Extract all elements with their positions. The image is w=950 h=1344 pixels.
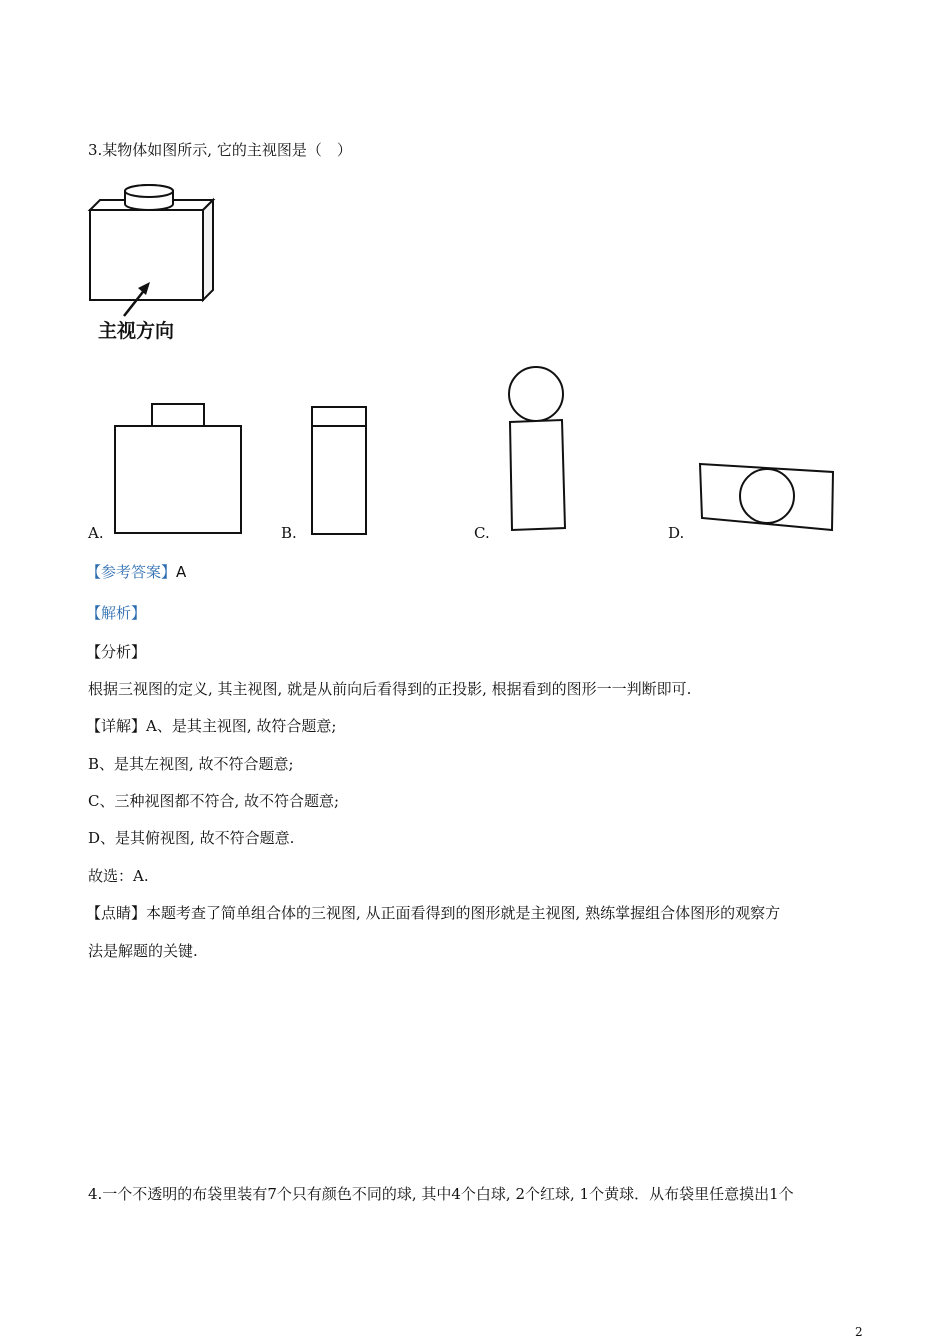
view-direction-label: 主视方向: [98, 320, 175, 342]
fenxi-text: 根据三视图的定义, 其主视图, 就是从前向后看得到的正投影, 根据看到的图形一一判断即可.: [88, 680, 692, 698]
option-d-figure: [696, 460, 838, 536]
answer-value: A: [176, 563, 187, 581]
dianjing-line-2: 法是解题的关键.: [88, 942, 198, 960]
option-b-figure: [308, 404, 370, 536]
answer-line: [86, 562, 186, 582]
question-3-stem: 3.某物体如图所示, 它的主视图是（ ）: [88, 141, 352, 159]
fenxi-tag: 【分析】: [86, 643, 147, 661]
option-d-label: D.: [668, 524, 685, 542]
analysis-tag: 【解析】: [86, 604, 147, 622]
detail-line-1: 【详解】A、是其主视图, 故符合题意;: [86, 717, 337, 735]
choice-line: 故选：A.: [88, 867, 149, 885]
answer-tag: 【参考答案】: [86, 563, 177, 581]
detail-line-3: C、三种视图都不符合, 故不符合题意;: [88, 792, 340, 810]
option-c-figure: [505, 364, 575, 534]
option-c-label: C.: [474, 524, 490, 542]
option-a-figure: [110, 402, 245, 537]
detail-line-2: B、是其左视图, 故不符合题意;: [88, 755, 294, 773]
option-b-label: B.: [281, 524, 297, 542]
dianjing-line-1: 【点睛】本题考查了简单组合体的三视图, 从正面看得到的图形就是主视图, 熟练掌握组合体图形的观察方: [86, 904, 781, 922]
question-4-stem: 4.一个不透明的布袋里装有7个只有颜色不同的球, 其中4个白球, 2个红球, 1个黄球．从布袋里任意摸出1个: [88, 1185, 794, 1203]
option-a-label: A.: [88, 524, 104, 542]
detail-line-4: D、是其俯视图, 故不符合题意.: [88, 829, 295, 847]
page-number: 2: [855, 1325, 863, 1339]
